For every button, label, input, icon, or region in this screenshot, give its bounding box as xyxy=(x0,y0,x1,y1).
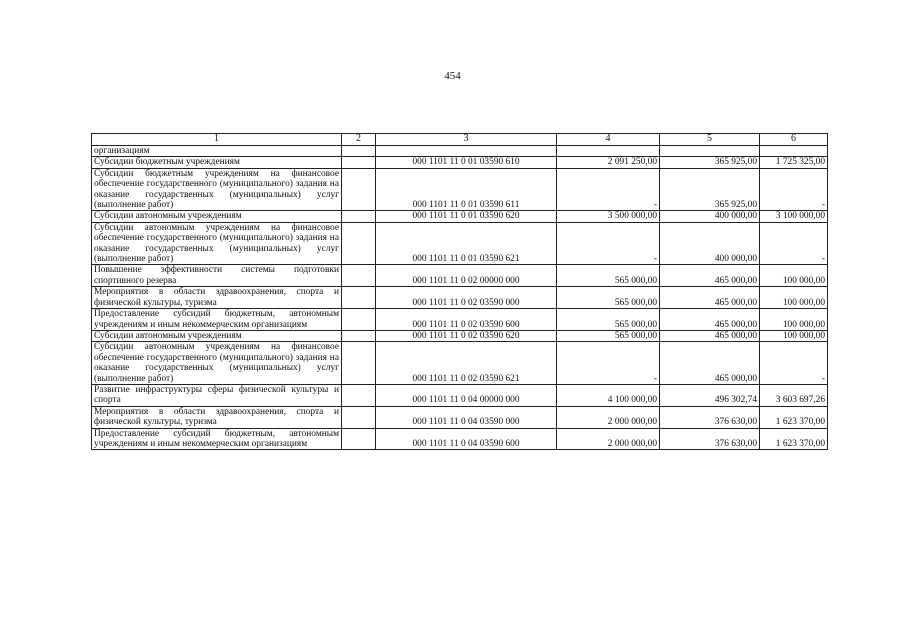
budget-code-cell: 000 1101 11 0 02 03590 621 xyxy=(376,342,557,385)
column-2-cell xyxy=(342,309,376,331)
header-cell: 6 xyxy=(760,134,828,146)
budget-code-cell: 000 1101 11 0 01 03590 620 xyxy=(376,211,557,222)
header-cell: 2 xyxy=(342,134,376,146)
planned-amount-cell: - xyxy=(557,222,660,265)
planned-amount-cell: 2 000 000,00 xyxy=(557,428,660,450)
header-cell: 3 xyxy=(376,134,557,146)
column-2-cell xyxy=(342,265,376,287)
table-row xyxy=(92,428,828,450)
column-2-cell xyxy=(342,384,376,406)
budget-code-cell: 000 1101 11 0 02 03590 620 xyxy=(376,330,557,341)
item-name-cell: Повышение эффективности системы подготовки спортивного резерва xyxy=(92,265,342,287)
budget-code-cell: 000 1101 11 0 04 03590 600 xyxy=(376,428,557,450)
item-name-cell: Субсидии бюджетным учреждениям на финансовое обеспечение государственного (муниципального) задания на оказание государственных (муниципальных) услуг (выполнение работ) xyxy=(92,168,342,211)
remaining-amount-cell: 3 603 697,26 xyxy=(760,384,828,406)
budget-code-cell: 000 1101 11 0 02 03590 000 xyxy=(376,287,557,309)
budget-code-cell: 000 1101 11 0 02 03590 600 xyxy=(376,309,557,331)
executed-amount-cell: 465 000,00 xyxy=(660,330,760,341)
budget-table xyxy=(91,133,828,450)
column-2-cell xyxy=(342,157,376,168)
column-2-cell xyxy=(342,342,376,385)
column-2-cell xyxy=(342,211,376,222)
column-2-cell xyxy=(342,168,376,211)
table-row xyxy=(92,211,828,222)
budget-code-cell: 000 1101 11 0 02 00000 000 xyxy=(376,265,557,287)
remaining-amount-cell: 100 000,00 xyxy=(760,330,828,341)
budget-code-cell: 000 1101 11 0 01 03590 610 xyxy=(376,157,557,168)
executed-amount-cell: 365 925,00 xyxy=(660,157,760,168)
column-2-cell xyxy=(342,146,376,157)
table-row xyxy=(92,309,828,331)
page-number: 454 xyxy=(444,70,461,82)
executed-amount-cell: 465 000,00 xyxy=(660,265,760,287)
table-row xyxy=(92,330,828,341)
executed-amount-cell: 365 925,00 xyxy=(660,168,760,211)
item-name-cell: Субсидии автономным учреждениям на финансовое обеспечение государственного (муниципального) задания на оказание государственных (муниципальных) услуг (выполнение работ) xyxy=(92,342,342,385)
remaining-amount-cell: 1 725 325,00 xyxy=(760,157,828,168)
table-row xyxy=(92,287,828,309)
executed-amount-cell: 376 630,00 xyxy=(660,428,760,450)
item-name-cell: Мероприятия в области здравоохранения, спорта и физической культуры, туризма xyxy=(92,406,342,428)
budget-code-cell: 000 1101 11 0 01 03590 611 xyxy=(376,168,557,211)
table-row xyxy=(92,406,828,428)
executed-amount-cell: 465 000,00 xyxy=(660,309,760,331)
item-name-cell: Субсидии автономным учреждениям xyxy=(92,211,342,222)
item-name-cell: Предоставление субсидий бюджетным, автономным учреждениям и иным некоммерческим организациям xyxy=(92,309,342,331)
executed-amount-cell: 400 000,00 xyxy=(660,211,760,222)
remaining-amount-cell: 100 000,00 xyxy=(760,287,828,309)
column-2-cell xyxy=(342,287,376,309)
table-row xyxy=(92,384,828,406)
table-row xyxy=(92,222,828,265)
budget-code-cell: 000 1101 11 0 04 03590 000 xyxy=(376,406,557,428)
item-name-cell: Мероприятия в области здравоохранения, спорта и физической культуры, туризма xyxy=(92,287,342,309)
executed-amount-cell: 376 630,00 xyxy=(660,406,760,428)
table-header-row xyxy=(92,134,828,146)
remaining-amount-cell: - xyxy=(760,222,828,265)
item-name-cell: организациям xyxy=(92,146,342,157)
remaining-amount-cell: 100 000,00 xyxy=(760,265,828,287)
item-name-cell: Субсидии автономным учреждениям на финансовое обеспечение государственного (муниципального) задания на оказание государственных (муниципальных) услуг (выполнение работ) xyxy=(92,222,342,265)
table-row xyxy=(92,146,828,157)
remaining-amount-cell: 3 100 000,00 xyxy=(760,211,828,222)
column-2-cell xyxy=(342,406,376,428)
table-row xyxy=(92,168,828,211)
planned-amount-cell: - xyxy=(557,342,660,385)
column-2-cell xyxy=(342,330,376,341)
planned-amount-cell: 2 091 250,00 xyxy=(557,157,660,168)
planned-amount-cell: 2 000 000,00 xyxy=(557,406,660,428)
planned-amount-cell: 565 000,00 xyxy=(557,265,660,287)
planned-amount-cell: 565 000,00 xyxy=(557,330,660,341)
item-name-cell: Предоставление субсидий бюджетным, автономным учреждениям и иным некоммерческим организациям xyxy=(92,428,342,450)
remaining-amount-cell: 1 623 370,00 xyxy=(760,428,828,450)
remaining-amount-cell: 1 623 370,00 xyxy=(760,406,828,428)
table-row xyxy=(92,342,828,385)
planned-amount-cell: - xyxy=(557,168,660,211)
remaining-amount-cell: 100 000,00 xyxy=(760,309,828,331)
executed-amount-cell: 465 000,00 xyxy=(660,342,760,385)
executed-amount-cell: 400 000,00 xyxy=(660,222,760,265)
header-cell: 1 xyxy=(92,134,342,146)
planned-amount-cell xyxy=(557,146,660,157)
budget-code-cell: 000 1101 11 0 01 03590 621 xyxy=(376,222,557,265)
table-row xyxy=(92,157,828,168)
planned-amount-cell: 565 000,00 xyxy=(557,287,660,309)
executed-amount-cell xyxy=(660,146,760,157)
executed-amount-cell: 496 302,74 xyxy=(660,384,760,406)
planned-amount-cell: 3 500 000,00 xyxy=(557,211,660,222)
remaining-amount-cell: - xyxy=(760,342,828,385)
column-2-cell xyxy=(342,222,376,265)
executed-amount-cell: 465 000,00 xyxy=(660,287,760,309)
header-cell: 5 xyxy=(660,134,760,146)
planned-amount-cell: 565 000,00 xyxy=(557,309,660,331)
planned-amount-cell: 4 100 000,00 xyxy=(557,384,660,406)
budget-code-cell xyxy=(376,146,557,157)
remaining-amount-cell: - xyxy=(760,168,828,211)
item-name-cell: Субсидии бюджетным учреждениям xyxy=(92,157,342,168)
remaining-amount-cell xyxy=(760,146,828,157)
table-row xyxy=(92,265,828,287)
column-2-cell xyxy=(342,428,376,450)
budget-code-cell: 000 1101 11 0 04 00000 000 xyxy=(376,384,557,406)
header-cell: 4 xyxy=(557,134,660,146)
item-name-cell: Развитие инфраструктуры сферы физической культуры и спорта xyxy=(92,384,342,406)
table-body xyxy=(92,134,828,450)
item-name-cell: Субсидии автономным учреждениям xyxy=(92,330,342,341)
